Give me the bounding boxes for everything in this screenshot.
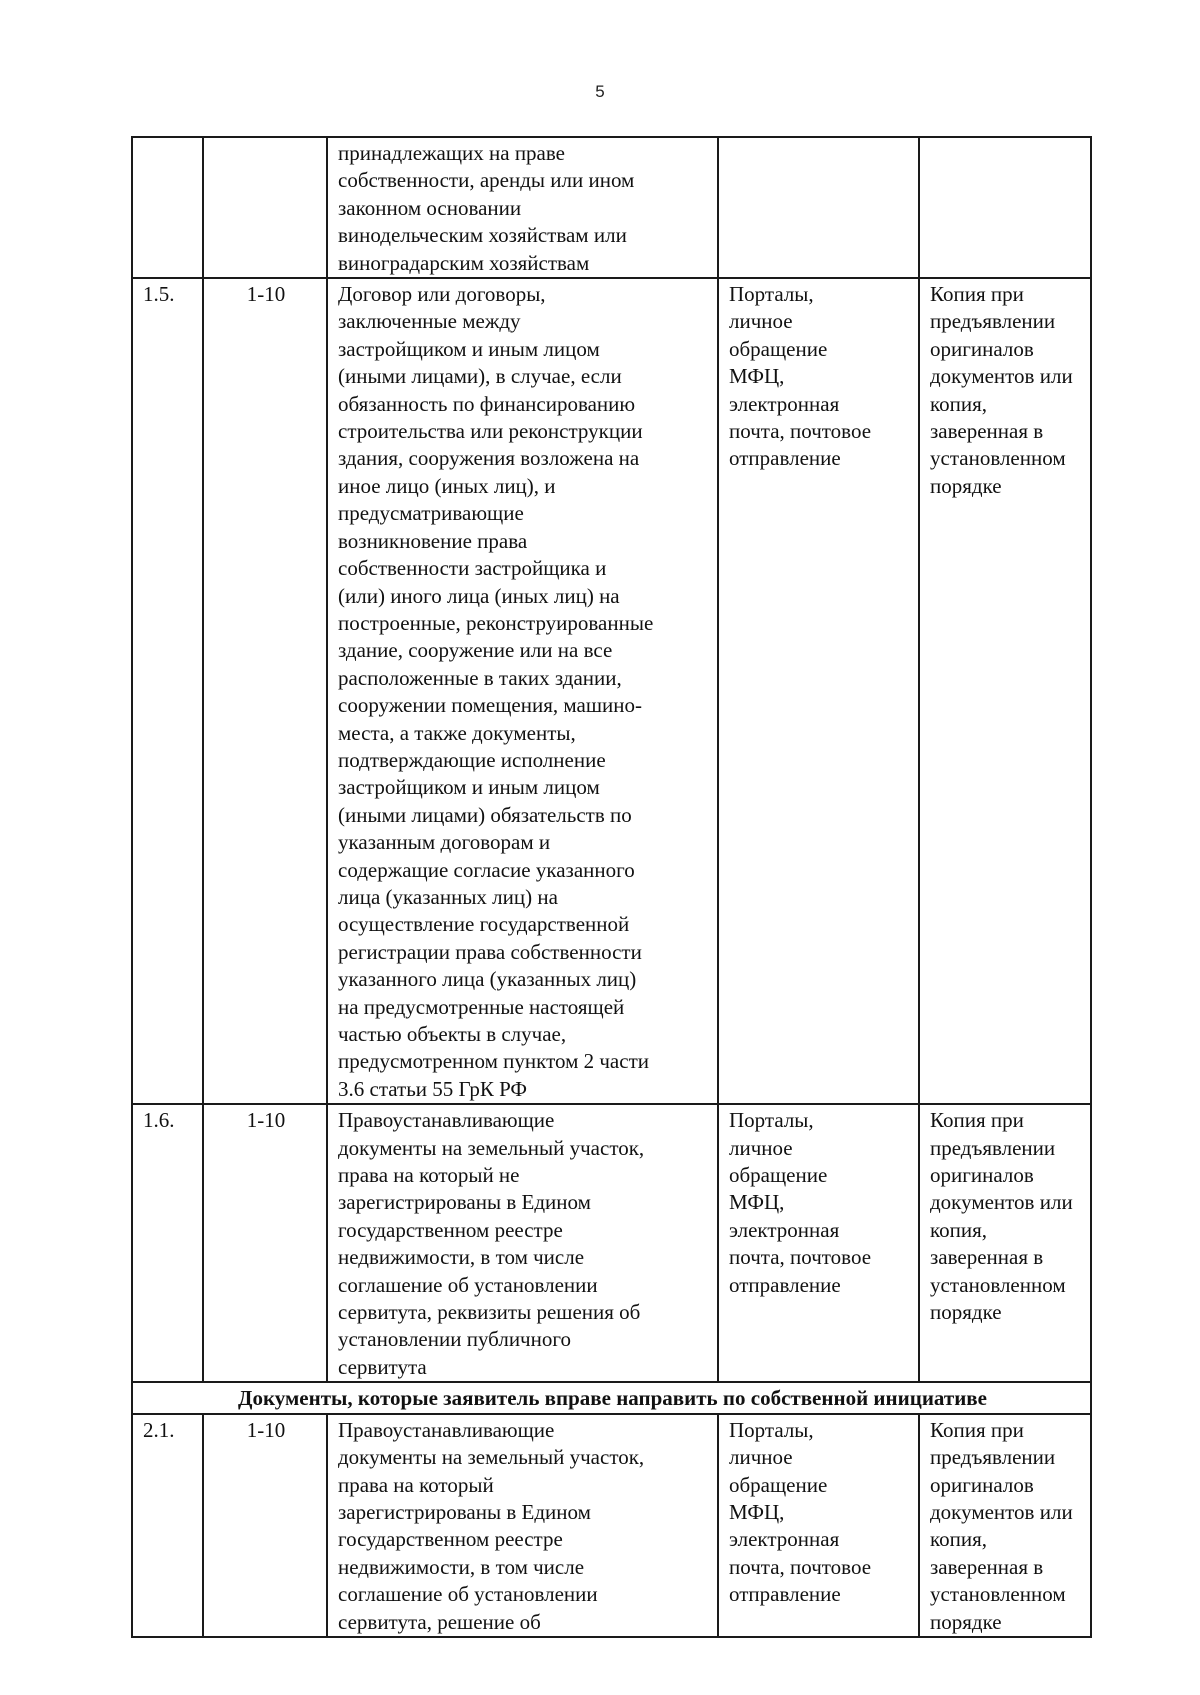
- document-form: Копия при предъявлении оригиналов документов или копия, заверенная в установленном порядке: [919, 278, 1091, 1104]
- row-number: [132, 137, 203, 278]
- row-code: 1-10: [203, 278, 327, 1104]
- document-form: Копия при предъявлении оригиналов документов или копия, заверенная в установленном порядке: [919, 1414, 1091, 1637]
- table-row: [132, 137, 1091, 278]
- document-form: Копия при предъявлении оригиналов документов или копия, заверенная в установленном порядке: [919, 1104, 1091, 1382]
- document-description: Правоустанавливающие документы на земельный участок, права на который не зарегистрированы в Едином государственном реестре недвижимости, в том числе соглашение об установлении сервитута, реквизиты решения об установлении публичного сервитута: [327, 1104, 718, 1382]
- page-number: 5: [595, 82, 605, 101]
- row-number: 1.5.: [132, 278, 203, 1104]
- documents-table: [131, 136, 1092, 1638]
- section-heading-row: [132, 1382, 1091, 1413]
- section-heading: Документы, которые заявитель вправе направить по собственной инициативе: [132, 1382, 1091, 1413]
- row-code: 1-10: [203, 1104, 327, 1382]
- document-description: принадлежащих на праве собственности, аренды или ином законном основании винодельческим хозяйствам или виноградарским хозяйствам: [327, 137, 718, 278]
- submission-method: [718, 137, 919, 278]
- submission-method: Порталы, личное обращение МФЦ, электронная почта, почтовое отправление: [718, 1414, 919, 1637]
- document-form: [919, 137, 1091, 278]
- submission-method: Порталы, личное обращение МФЦ, электронная почта, почтовое отправление: [718, 1104, 919, 1382]
- table-row: [132, 1104, 1091, 1382]
- table-row: [132, 278, 1091, 1104]
- row-code: [203, 137, 327, 278]
- row-number: 2.1.: [132, 1414, 203, 1637]
- row-number: 1.6.: [132, 1104, 203, 1382]
- document-description: Правоустанавливающие документы на земельный участок, права на который зарегистрированы в Едином государственном реестре недвижимости, в том числе соглашение об установлении сервитута, решение об: [327, 1414, 718, 1637]
- table-row: [132, 1414, 1091, 1637]
- submission-method: Порталы, личное обращение МФЦ, электронная почта, почтовое отправление: [718, 278, 919, 1104]
- row-code: 1-10: [203, 1414, 327, 1637]
- document-description: Договор или договоры, заключенные между застройщиком и иным лицом (иными лицами), в случае, если обязанность по финансированию строительства или реконструкции здания, сооружения возложена на иное лицо (иных лиц), и предусматривающие возникновение права собственности застройщика и (или) иного лица (иных лиц) на построенные, реконструированные здание, сооружение или на все расположенные в таких здании, сооружении помещения, машино- места, а также документы, подтверждающие исполнение застройщиком и иным лицом (иными лицами) обязательств по указанным договорам и содержащие согласие указанного лица (указанных лиц) на осуществление государственной регистрации права собственности указанного лица (указанных лиц) на предусмотренные настоящей частью объекты в случае, предусмотренном пунктом 2 части 3.6 статьи 55 ГрК РФ: [327, 278, 718, 1104]
